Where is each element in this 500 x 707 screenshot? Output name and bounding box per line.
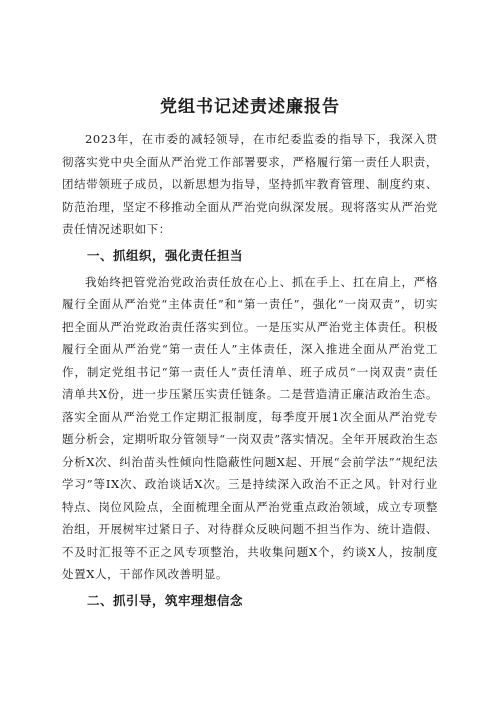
intro-paragraph: 2023年，在市委的减轻领导，在市纪委监委的指导下，我深入贯彻落实党中央全面从严治党工作部署要求，严格履行第一责任人职责，团结带领班子成员，以新思想为指导，坚持抓牢教育管理、制度约束、防范治理，坚定不移推动全面从严治党向纵深发展。现将落实从严治党责任情况述职如下： [62,132,438,236]
section-2-heading: 二、抓引导，筑牢理想信念 [87,592,244,608]
document-title: 党组书记述责述廉报告 [160,97,340,117]
section-1-body: 我始终把管党治党政治责任放在心上、抓在手上、扛在肩上，严格履行全面从严治党“主体责任”和“第一责任”，强化“一岗双责”，切实把全面从严治党政治责任落实到位。一是压实从严治党主体责任。积极履行全面从严治党“第一责任人”主体责任，深入推进全面从严治党工作，制定党组书记“第一责任人”责任清单、班子成员“一岗双责”责任清单共X份，进一步压紧压实责任链条。二是营造清正廉洁政治生态。落实全面从严治党工作定期汇报制度，每季度开展1次全面从严治党专题分析会，定期听取分管领导“一岗双责”落实情况。全年开展政治生态分析X次、纠治苗头性倾向性隐蔽性问题X起、开展“会前学法”“规纪法学习”等IX次、政治谈话X次。三是持续深入政治不正之风。针对行业特点、岗位风险点，全面梳理全面从严治党重点政治领域，成立专项整治组，开展树牢过紧日子、对待群众反映问题不担当作为、统计造假、不及时汇报等不正之风专项整治，共收集问题X个，约谈X人，按制度处置X人，干部作风改善明显。 [62,274,438,581]
section-1-heading: 一、抓组织，强化责任担当 [87,247,244,263]
